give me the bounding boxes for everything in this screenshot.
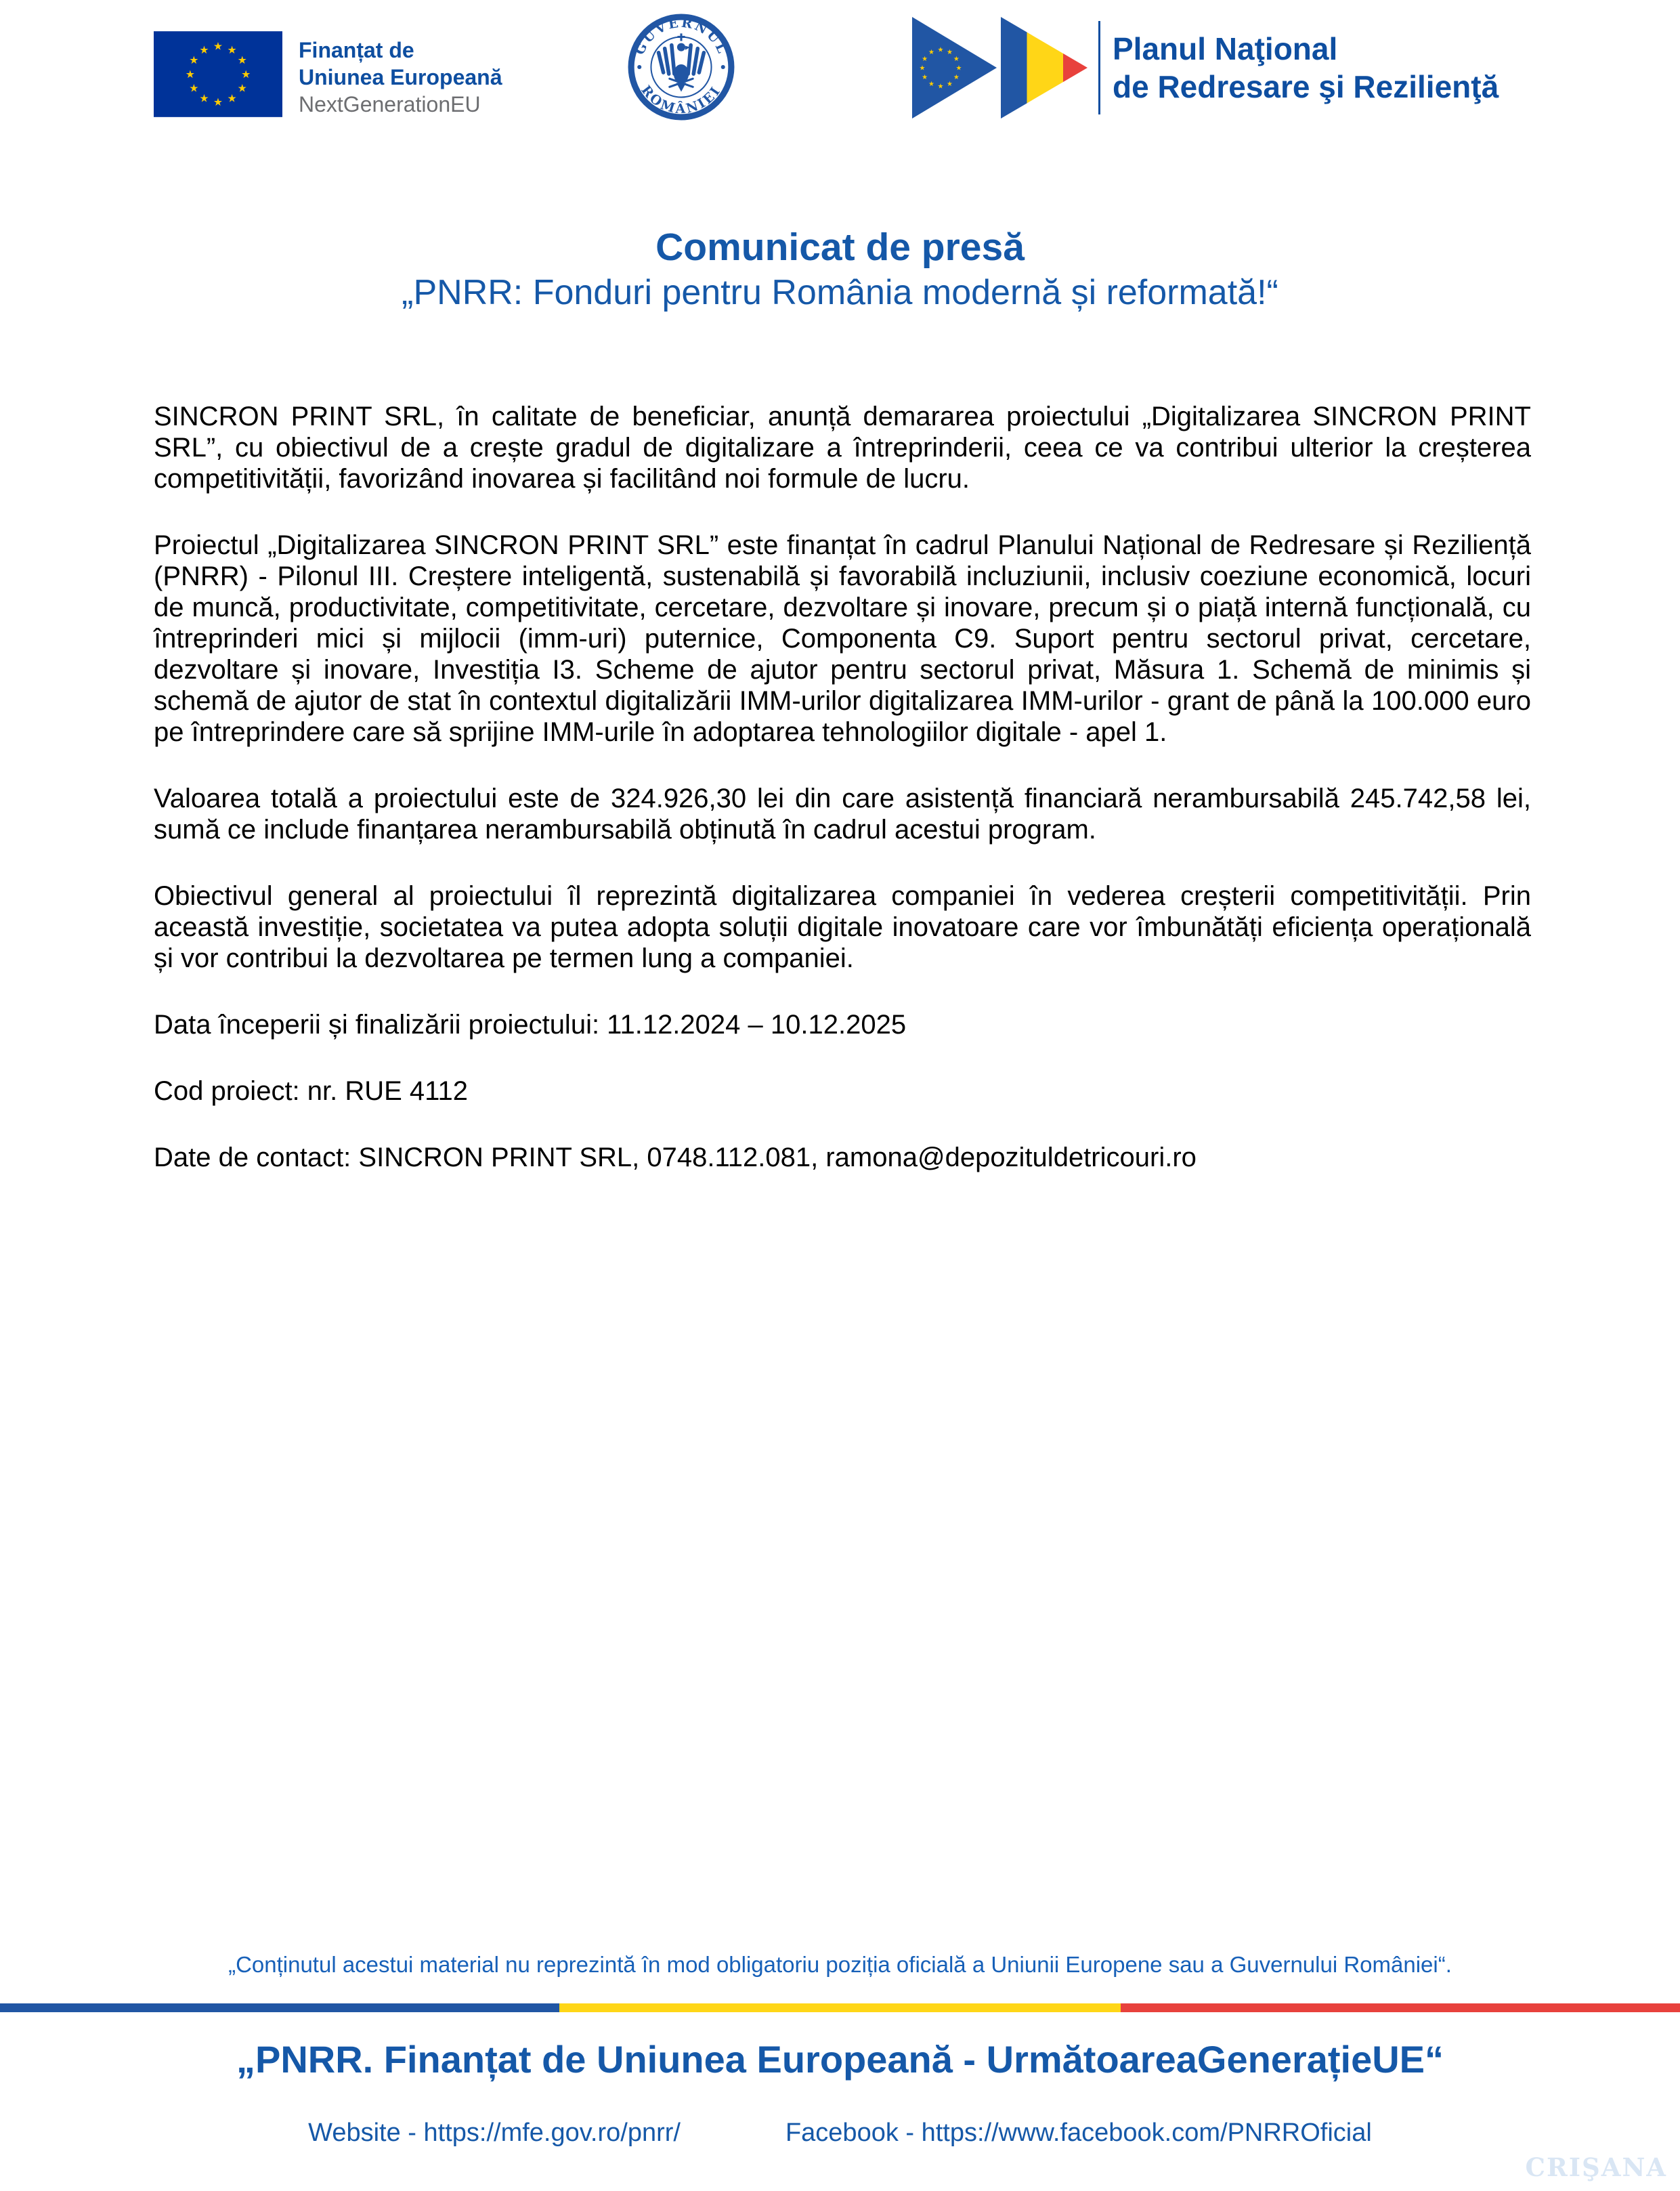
svg-text:★: ★ bbox=[189, 54, 199, 67]
svg-text:★: ★ bbox=[947, 80, 953, 88]
svg-text:★: ★ bbox=[213, 95, 223, 108]
svg-text:★: ★ bbox=[947, 49, 953, 57]
svg-text:★: ★ bbox=[199, 43, 209, 57]
pnrr-logo-label bbox=[1113, 30, 1499, 106]
svg-text:★: ★ bbox=[227, 43, 237, 57]
paragraph-financing: Proiectul „Digitalizarea SINCRON PRINT SRL” este finanțat în cadrul Planului Național de Redresare și Reziliență (PNRR) - Pilonul III. Creștere inteligentă, sustenabilă și favorabilă incluziunii, inclusiv coeziune economică, locuri de muncă, productivitate, competitivitate, cercetare, dezvoltare și inovare, precum și o piață internă funcțională, cu întreprinderi mici și mijlocii (imm-uri) puternice, Componenta C9. Suport pentru sectorul privat, cercetare, dezvoltare și inovare, Investiția I3. Scheme de ajutor pentru sectorul privat, Măsura 1. Schemă de minimis și schemă de ajutor de stat în contextul digitalizării IMM-urilor digitalizarea IMM-urilor - grant de până la 100.000 euro pe întreprindere care să sprijine IMM-urile în adoptarea tehnologiilor digitale - apel 1. bbox=[154, 530, 1531, 747]
header bbox=[0, 0, 1680, 156]
project-dates: Data începerii și finalizării proiectului: 11.12.2024 – 10.12.2025 bbox=[154, 1010, 907, 1040]
svg-text:★: ★ bbox=[227, 91, 237, 105]
svg-text:★: ★ bbox=[928, 80, 934, 88]
svg-text:★: ★ bbox=[922, 56, 928, 63]
svg-text:★: ★ bbox=[919, 64, 926, 72]
tricolor-bar bbox=[0, 2003, 1680, 2012]
document-body bbox=[154, 401, 1531, 1208]
paragraph-objective: Obiectivul general al proiectului îl reprezintă digitalizarea companiei în vederea creșterii competitivității. Prin această investiție, societatea va putea adopta soluții digitale inovatoare care vor îmbunătăți eficiența operațională și vor contribui la dezvoltarea pe termen lung a companiei. bbox=[154, 881, 1531, 973]
eu-funding-line1: Finanțat de bbox=[299, 38, 414, 62]
pnrr-logo-separator bbox=[1098, 21, 1100, 114]
disclaimer-text: „Conținutul acestui material nu reprezintă în mod obligatoriu poziția oficială a Uniunii Europene sau a Guvernului României“. bbox=[228, 1952, 1452, 1977]
svg-text:★: ★ bbox=[928, 49, 934, 57]
svg-text:★: ★ bbox=[213, 39, 223, 53]
svg-text:★: ★ bbox=[241, 67, 251, 81]
svg-text:★: ★ bbox=[237, 54, 247, 67]
website-link: Website - https://mfe.gov.ro/pnrr/ bbox=[308, 2119, 681, 2147]
svg-text:★: ★ bbox=[937, 46, 944, 54]
seal-text-top: GUVERNUL bbox=[631, 14, 731, 58]
pnrr-tricolor-triangle-icon bbox=[1001, 17, 1087, 119]
svg-text:★: ★ bbox=[922, 74, 928, 81]
footer-heading: „PNRR. Finanțat de Uniunea Europeană - UrmătoareaGenerațieUE“ bbox=[236, 2038, 1444, 2081]
seal-text-bottom: ROMÂNIEI bbox=[638, 82, 725, 117]
paragraph-intro: SINCRON PRINT SRL, în calitate de beneficiar, anunță demararea proiectului „Digitalizarea SINCRON PRINT SRL”, cu obiectivul de a crește gradul de digitalizare a întreprinderii, ceea ce va contribui ulterior la creșterea competitivității, favorizând inovarea și facilitând noi formule de lucru. bbox=[154, 402, 1531, 494]
facebook-link: Facebook - https://www.facebook.com/PNRROficial bbox=[785, 2119, 1372, 2147]
project-code: Cod proiect: nr. RUE 4112 bbox=[154, 1076, 468, 1106]
watermark: CRIŞANA bbox=[1525, 2152, 1667, 2182]
svg-text:★: ★ bbox=[237, 81, 247, 95]
eu-funding-label bbox=[299, 31, 502, 118]
eu-funding-logo bbox=[154, 31, 502, 118]
footer-links bbox=[0, 2119, 1680, 2148]
svg-text:★: ★ bbox=[955, 64, 962, 72]
government-of-romania-seal-icon bbox=[626, 12, 736, 122]
paragraph-value: Valoarea totală a proiectului este de 324.926,30 lei din care asistență financiară nerambursabilă 245.742,58 lei, sumă ce include finanțarea nerambursabilă obținută în cadrul acestui program. bbox=[154, 784, 1531, 845]
svg-text:★: ★ bbox=[953, 56, 960, 63]
svg-text:★: ★ bbox=[189, 81, 199, 95]
eu-funding-line3: NextGenerationEU bbox=[299, 92, 481, 116]
svg-text:★: ★ bbox=[953, 74, 960, 81]
pnrr-eu-triangle-icon bbox=[912, 17, 997, 119]
contact-info: Date de contact: SINCRON PRINT SRL, 0748.112.081, ramona@depozituldetricouri.ro bbox=[154, 1143, 1197, 1172]
pnrr-logo-line2: de Redresare şi Rezilienţă bbox=[1113, 69, 1499, 104]
eagle-crest-icon bbox=[659, 33, 704, 91]
pnrr-logo bbox=[912, 17, 1499, 119]
page-title: Comunicat de presă bbox=[655, 226, 1025, 269]
pnrr-logo-line1: Planul Naţional bbox=[1113, 31, 1338, 66]
page-subtitle: „PNRR: Fonduri pentru România modernă și reformată!“ bbox=[402, 273, 1278, 312]
svg-text:★: ★ bbox=[185, 67, 195, 81]
svg-text:★: ★ bbox=[937, 83, 944, 91]
eu-flag-icon bbox=[154, 31, 282, 117]
svg-text:★: ★ bbox=[199, 91, 209, 105]
eu-funding-line2: Uniunea Europeană bbox=[299, 65, 502, 89]
